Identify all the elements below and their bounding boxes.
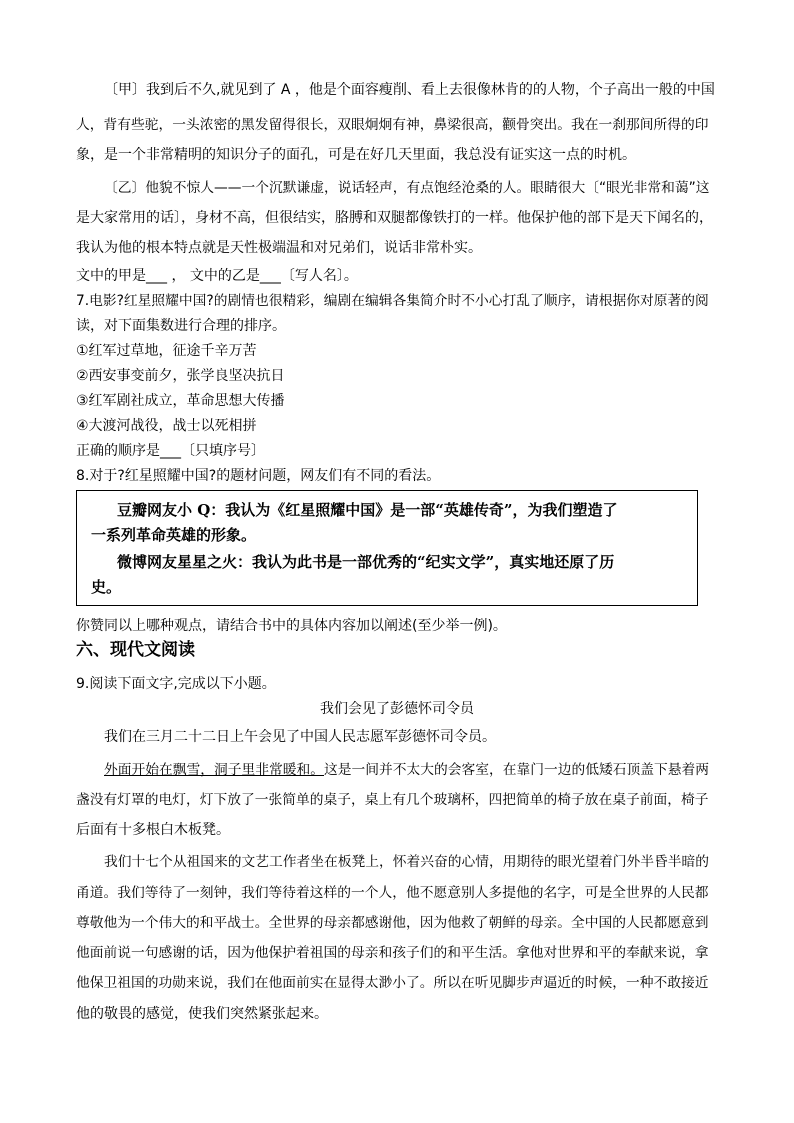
q8-prompt: 你赞同以上哪种观点，请结合书中的具体内容加以阐述(至少举一例)。 bbox=[76, 618, 507, 634]
q8-stem: 8.对于?红星照耀中国?的题材问题，网友们有不同的看法。 bbox=[76, 468, 441, 484]
opinions-box bbox=[76, 490, 698, 606]
q7-answer-line: 正确的顺序是___〔只填序号〕 bbox=[76, 443, 265, 459]
fill-in-question: 文中的甲是___ ， 文中的乙是___〔写人名〕。 bbox=[76, 268, 358, 284]
opinion-douban-line-2: 一系列革命英雄的形象。 bbox=[91, 526, 257, 544]
q7-stem-line-2: 读，对下面集数进行合理的排序。 bbox=[76, 318, 286, 334]
q7-option-1: ①红军过草地，征途千辛万苦 bbox=[76, 343, 257, 359]
article-title: 我们会见了彭德怀司令员 bbox=[320, 701, 474, 717]
passage-yi-line-1: 〔乙〕他貌不惊人——一个沉默谦虚，说话轻声，有点饱经沧桑的人。眼睛很大〔“眼光非常和蔼”这 bbox=[104, 180, 710, 196]
article-paragraph-3-line-5: 他保卫祖国的功勋来说，我们在他面前实在显得太渺小了。所以在听见脚步声逼近的时候，一种不敢接近 bbox=[76, 975, 709, 991]
article-paragraph-3-line-1: 我们十七个从祖国来的文艺工作者坐在板凳上，怀着兴奋的心情，用期待的眼光望着门外半昏半暗的 bbox=[104, 854, 710, 870]
passage-yi-line-2: 是大家常用的话〕，身材不高，但很结实，胳膊和双腿都像铁打的一样。他保护他的部下是天下闻名的， bbox=[76, 210, 713, 226]
q7-option-4: ④大渡河战役，战士以死相拼 bbox=[76, 418, 257, 434]
article-paragraph-2-line-1 bbox=[104, 760, 716, 780]
section-heading: 六、现代文阅读 bbox=[76, 640, 195, 660]
underlined-sentence: 外面开始在飘雪，洞子里非常暖和。 bbox=[104, 762, 325, 778]
article-paragraph-2-line-2: 盏没有灯罩的电灯，灯下放了一张简单的桌子，桌上有几个玻璃杯，四把简单的椅子放在桌子前面，椅子 bbox=[76, 792, 709, 808]
article-paragraph-3-line-6: 他的敬畏的感觉，使我们突然紧张起来。 bbox=[76, 1006, 328, 1022]
paragraph-2-line-1-rest: 这是一间并不太大的会客室，在靠门一边的低矮石顶盖下悬着两 bbox=[324, 762, 710, 778]
q7-option-3: ③红军剧社成立，革命思想大传播 bbox=[76, 393, 285, 409]
opinion-weibo-line-1: 微博网友星星之火：我认为此书是一部优秀的“纪实文学”，真实地还原了历 bbox=[117, 553, 615, 571]
passage-jia-line-1: 〔甲〕我到后不久,就见到了 A ，他是个面容瘦削、看上去很像林肯的的人物，个子高出一般的中国 bbox=[104, 82, 715, 98]
q7-stem-line-1: 7.电影?红星照耀中国?的剧情也很精彩，编剧在编辑各集简介时不小心打乱了顺序，请根据你对原著的阅 bbox=[76, 293, 709, 309]
article-paragraph-1: 我们在三月二十二日上午会见了中国人民志愿军彭德怀司令员。 bbox=[104, 729, 496, 745]
article-paragraph-3-line-2: 甬道。我们等待了一刻钟，我们等待着这样的一个人，他不愿意别人多提他的名字，可是全世界的人民都 bbox=[76, 885, 709, 901]
opinion-weibo-line-2: 史。 bbox=[91, 578, 122, 596]
passage-jia-line-3: 象，是一个非常精明的知识分子的面孔，可是在好几天里面，我总没有证实这一点的时机。 bbox=[76, 147, 636, 163]
passage-yi-line-3: 我认为他的根本特点就是天性极端温和对兄弟们，说话非常朴实。 bbox=[76, 240, 482, 256]
q9-stem: 9.阅读下面文字,完成以下小题。 bbox=[76, 676, 276, 692]
article-paragraph-3-line-3: 尊敬他为一个伟大的和平战士。全世界的母亲都感谢他，因为他救了朝鲜的母亲。全中国的人民都愿意到 bbox=[76, 915, 709, 931]
opinion-douban-line-1: 豆瓣网友小 Q：我认为《红星照耀中国》是一部“英雄传奇”，为我们塑造了 bbox=[117, 501, 618, 519]
q7-option-2: ②西安事变前夕，张学良坚决抗日 bbox=[76, 368, 285, 384]
article-paragraph-3-line-4: 他面前说一句感谢的话，因为他保护着祖国的母亲和孩子们的和平生活。拿他对世界和平的奉献来说，拿 bbox=[76, 945, 709, 961]
article-paragraph-2-line-3: 后面有十多根白木板凳。 bbox=[76, 822, 230, 838]
passage-jia-line-2: 人，背有些驼，一头浓密的黑发留得很长，双眼炯炯有神，鼻梁很高，颧骨突出。我在一刹那间所得的印 bbox=[76, 117, 709, 133]
